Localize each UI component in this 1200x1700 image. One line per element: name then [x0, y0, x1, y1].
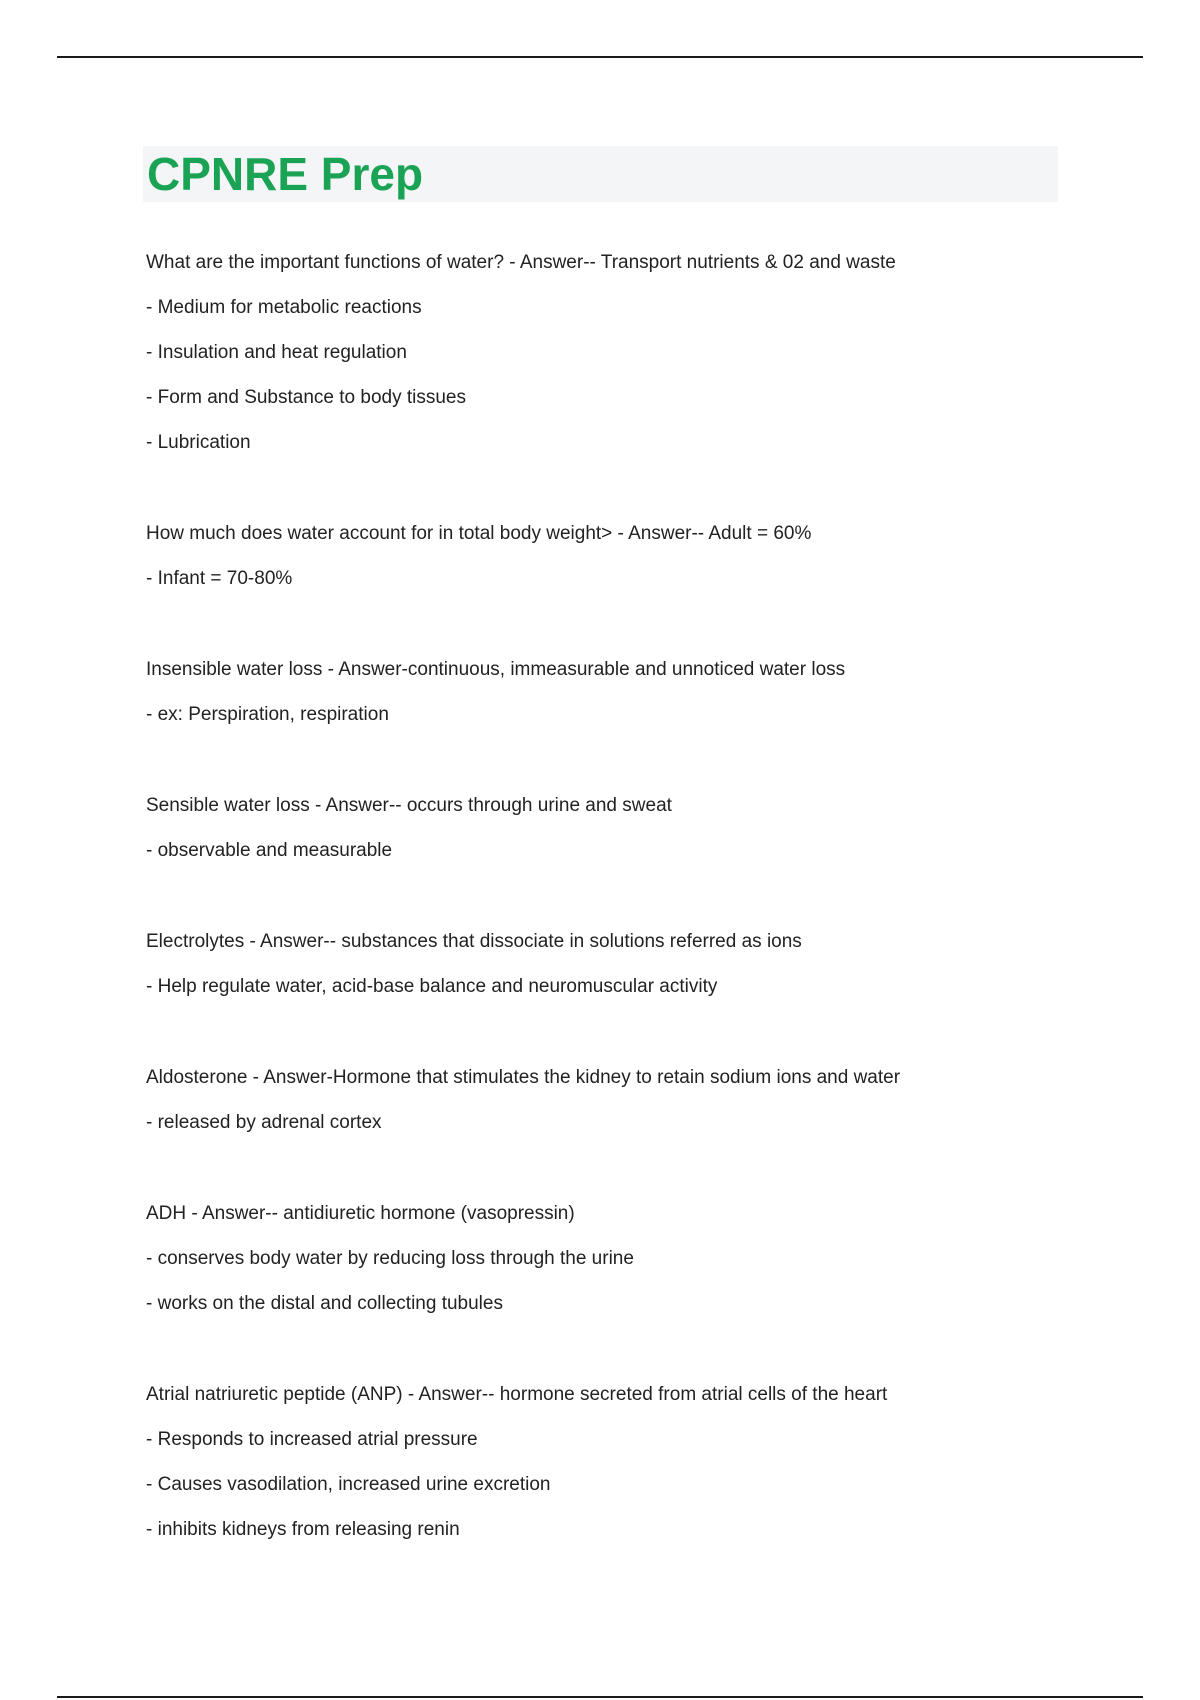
detail-line: - Insulation and heat regulation	[146, 342, 407, 363]
qa-entry-insensible-loss	[146, 647, 1106, 737]
qa-entry-aldosterone	[146, 1055, 1106, 1145]
detail-line: - works on the distal and collecting tubules	[146, 1293, 503, 1314]
question-line: Atrial natriuretic peptide (ANP) - Answer-- hormone secreted from atrial cells of the heart	[146, 1384, 888, 1405]
detail-line: - Causes vasodilation, increased urine excretion	[146, 1474, 551, 1495]
question-line: ADH - Answer-- antidiuretic hormone (vasopressin)	[146, 1203, 575, 1224]
detail-line: - Medium for metabolic reactions	[146, 297, 422, 318]
qa-entry-electrolytes	[146, 919, 1106, 1009]
detail-line: - released by adrenal cortex	[146, 1112, 382, 1133]
detail-line: - ex: Perspiration, respiration	[146, 704, 389, 725]
detail-line: - Form and Substance to body tissues	[146, 387, 466, 408]
qa-entry-body-weight	[146, 511, 1106, 601]
detail-line: - observable and measurable	[146, 840, 393, 861]
question-line: Electrolytes - Answer-- substances that dissociate in solutions referred as ions	[146, 931, 802, 952]
detail-line: - Help regulate water, acid-base balance and neuromuscular activity	[146, 976, 718, 997]
qa-entry-adh	[146, 1191, 1106, 1326]
document-title: CPNRE Prep	[147, 148, 424, 200]
question-line: How much does water account for in total body weight> - Answer-- Adult = 60%	[146, 523, 812, 544]
question-line: Sensible water loss - Answer-- occurs through urine and sweat	[146, 795, 672, 816]
qa-entry-anp	[146, 1372, 1106, 1552]
detail-line: - Responds to increased atrial pressure	[146, 1429, 478, 1450]
question-line: Insensible water loss - Answer-continuous, immeasurable and unnoticed water loss	[146, 659, 846, 680]
qa-entry-sensible-loss	[146, 783, 1106, 873]
detail-line: - Infant = 70-80%	[146, 568, 293, 589]
question-line: Aldosterone - Answer-Hormone that stimulates the kidney to retain sodium ions and water	[146, 1067, 901, 1088]
top-rule	[57, 56, 1143, 58]
detail-line: - inhibits kidneys from releasing renin	[146, 1519, 460, 1540]
detail-line: - conserves body water by reducing loss through the urine	[146, 1248, 634, 1269]
bottom-rule	[57, 1696, 1143, 1698]
title-banner	[143, 146, 1058, 202]
qa-entry-water-functions	[146, 240, 1106, 465]
document-body	[146, 240, 1106, 1598]
detail-line: - Lubrication	[146, 432, 251, 453]
question-line: What are the important functions of water? - Answer-- Transport nutrients & 02 and waste	[146, 252, 896, 273]
